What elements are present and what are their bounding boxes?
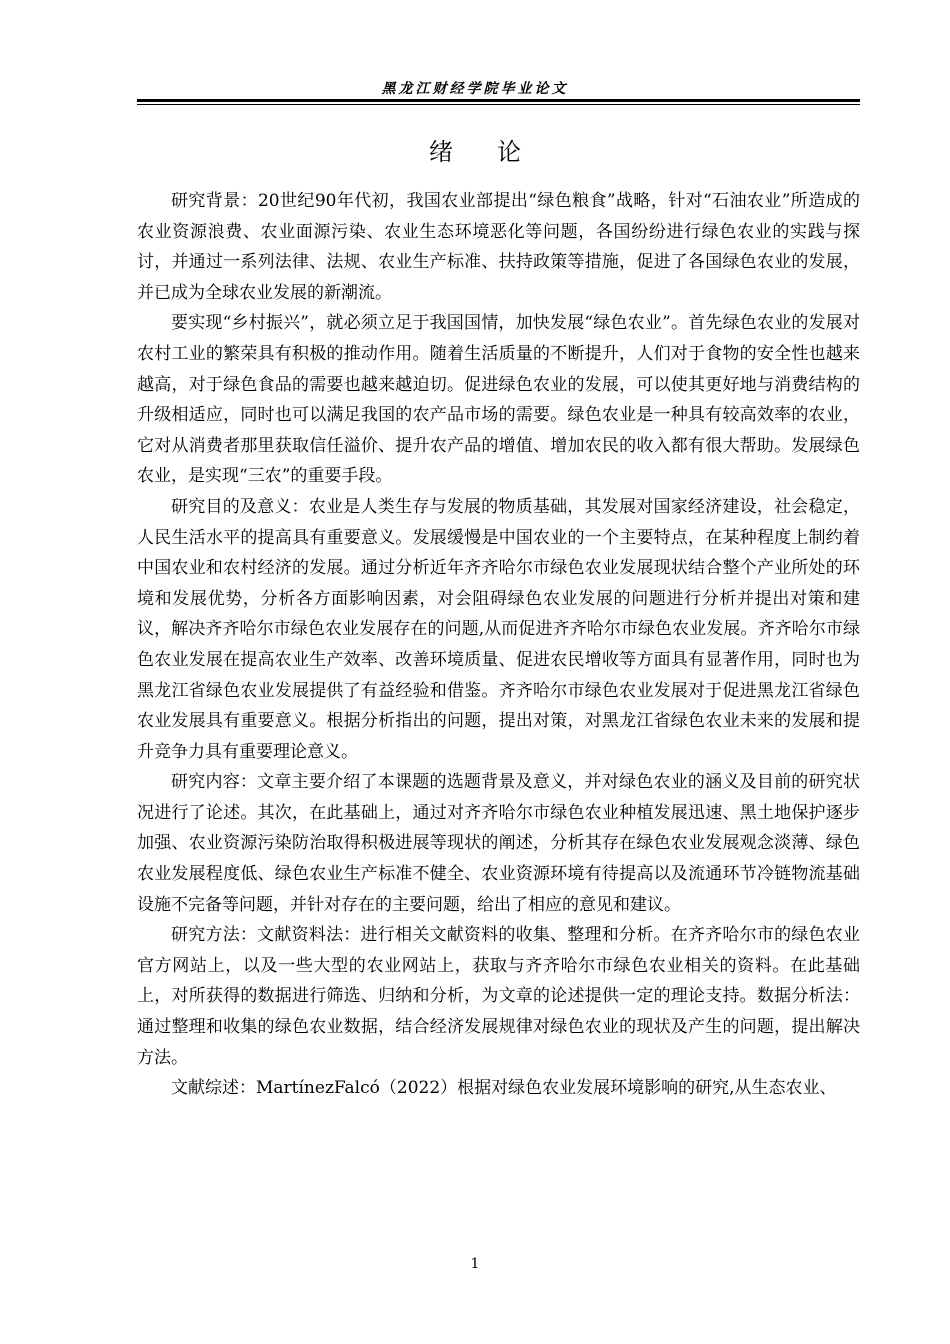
paragraph-rural-revitalization: 要实现“乡村振兴”，就必须立足于我国国情，加快发展“绿色农业”。首先绿色农业的发展对农村工业的繁荣具有积极的推动作用。随着生活质量的不断提升，人们对于食物的安全性也越来越高，对于绿色食品的需要也越来越迫切。促进绿色农业的发展，可以使其更好地与消费结构的升级相适应，同时也可以满足我国的农产品市场的需要。绿色农业是一种具有较高效率的农业，它对从消费者那里获取信任溢价、提升农产品的增值、增加农民的收入都有很大帮助。发展绿色农业，是实现“三农”的重要手段。 <box>137 313 860 487</box>
paragraph-literature-review: 文献综述：MartínezFalcó（2022）根据对绿色农业发展环境影响的研究,从生态农业、 <box>171 1078 837 1099</box>
paragraph-purpose-significance: 研究目的及意义：农业是人类生存与发展的物质基础，其发展对国家经济建设，社会稳定，人民生活水平的提高具有重要意义。发展缓慢是中国农业的一个主要特点，在某种程度上制约着中国农业和农村经济的发展。通过分析近年齐齐哈尔市绿色农业发展现状结合整个产业所处的环境和发展优势，分析各方面影响因素，对会阻碍绿色农业发展的问题进行分析并提出对策和建议，解决齐齐哈尔市绿色农业发展存在的问题,从而促进齐齐哈尔市绿色农业发展。齐齐哈尔市绿色农业发展在提高农业生产效率、改善环境质量、促进农民增收等方面具有显著作用，同时也为黑龙江省绿色农业发展提供了有益经验和借鉴。齐齐哈尔市绿色农业发展对于促进黑龙江省绿色农业发展具有重要意义。根据分析指出的问题，提出对策，对黑龙江省绿色农业未来的发展和提升竞争力具有重要理论意义。 <box>137 496 860 762</box>
header-rule-thick <box>137 99 860 102</box>
body-text <box>137 186 860 1104</box>
chapter-title: 绪论 <box>429 138 565 166</box>
paragraph-research-background: 研究背景：20世纪90年代初，我国农业部提出“绿色粮食”战略，针对“石油农业”所造成的农业资源浪费、农业面源污染、农业生态环境恶化等问题，各国纷纷进行绿色农业的实践与探讨，并通过一系列法律、法规、农业生产标准、扶持政策等措施，促进了各国绿色农业的发展，并已成为全球农业发展的新潮流。 <box>137 191 860 303</box>
page-number: 1 <box>470 1256 480 1272</box>
paragraph-research-methods: 研究方法：文献资料法：进行相关文献资料的收集、整理和分析。在齐齐哈尔市的绿色农业官方网站上，以及一些大型的农业网站上，获取与齐齐哈尔市绿色农业相关的资料。在此基础上，对所获得的数据进行筛选、归纳和分析，为文章的论述提供一定的理论支持。数据分析法：通过整理和收集的绿色农业数据，结合经济发展规律对绿色农业的现状及产生的问题，提出解决方法。 <box>137 925 860 1068</box>
header-rule-thin <box>137 104 860 105</box>
running-header: 黑龙江财经学院毕业论文 <box>381 81 569 97</box>
paragraph-research-content: 研究内容：文章主要介绍了本课题的选题背景及意义，并对绿色农业的涵义及目前的研究状况进行了论述。其次，在此基础上，通过对齐齐哈尔市绿色农业种植发展迅速、黑土地保护逐步加强、农业资源污染防治取得积极进展等现状的阐述，分析其存在绿色农业发展观念淡薄、绿色农业发展程度低、绿色农业生产标准不健全、农业资源环境有待提高以及流通环节冷链物流基础设施不完备等问题，并针对存在的主要问题，给出了相应的意见和建议。 <box>137 772 860 915</box>
